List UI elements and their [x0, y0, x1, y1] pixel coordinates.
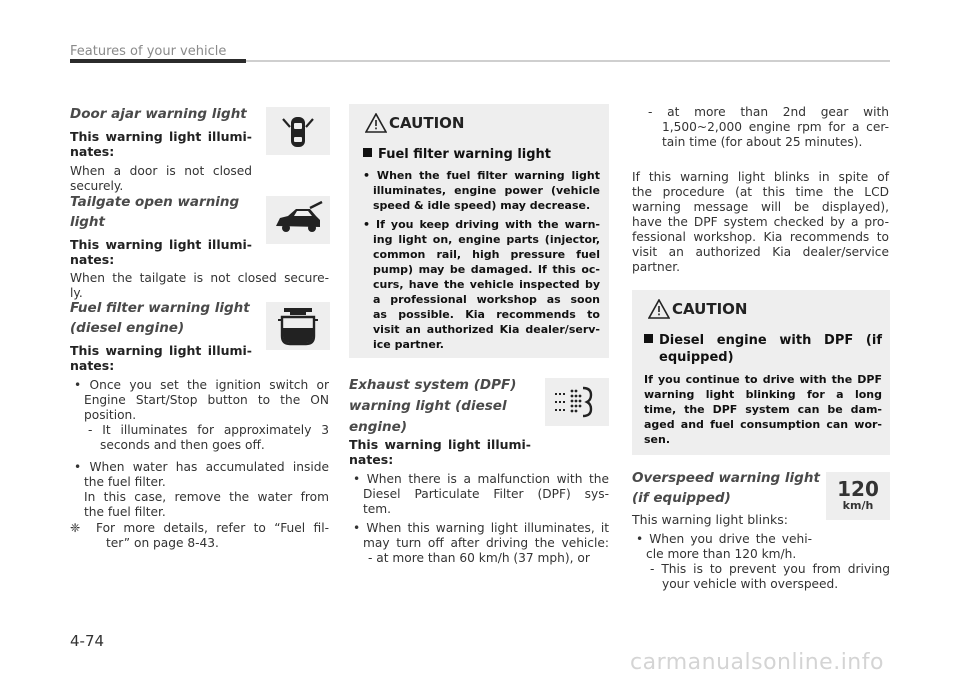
fuel-bullet-2: • When water has accumulated inside: [74, 460, 329, 474]
caution-line: If you continue to drive with the DPF: [644, 373, 882, 386]
exhaust-bullet-2: • When this warning light illuminates, it: [353, 521, 609, 535]
caution-title: CAUTION: [672, 300, 748, 318]
warning-triangle-icon: [365, 113, 387, 133]
exhaust-dash-1: - at more than 60 km/h (37 mph), or: [368, 551, 590, 565]
overspeed-title: Overspeed warning light: [632, 470, 820, 486]
reference-mark: ❈: [70, 521, 81, 535]
overspeed-unit: km/h: [842, 499, 874, 512]
overspeed-icon-box: [826, 472, 890, 520]
tailgate-open-icon: [266, 196, 330, 244]
caution-subtitle-text: Fuel filter warning light: [378, 147, 552, 162]
exhaust-title: Exhaust system (DPF): [349, 377, 517, 393]
header-bar: [70, 59, 246, 63]
dpf-paragraph-l4: have the DPF system checked by a pro-: [632, 215, 889, 229]
header-rule: [246, 60, 890, 62]
caution-line: sen.: [644, 433, 671, 446]
caution-line: ing light on, engine parts (injector,: [373, 233, 600, 246]
tailgate-lead-2: nates:: [70, 252, 115, 267]
overspeed-bullet-1: • When you drive the vehi-: [636, 532, 812, 546]
overspeed-lead: This warning light blinks:: [632, 512, 788, 527]
tailgate-body-2: ly.: [70, 286, 83, 300]
caution-line: a professional workshop as soon: [373, 293, 600, 306]
caution-subtitle: [644, 332, 882, 349]
section-header: Features of your vehicle: [70, 44, 227, 59]
tailgate-title-2: light: [70, 214, 105, 230]
caution-line: • If you keep driving with the warn-: [363, 218, 600, 231]
overspeed-dash-1-l2: your vehicle with overspeed.: [662, 577, 839, 591]
tailgate-title: Tailgate open warning: [70, 194, 240, 210]
tailgate-icon-box: [266, 196, 330, 244]
fuel-reference-l2: ter” on page 8-43.: [106, 536, 219, 550]
exhaust-bullet-2-l2: may turn off after driving the vehicle:: [363, 536, 609, 550]
fuel-filter-title-2: (diesel engine): [70, 320, 185, 336]
tailgate-body: When the tailgate is not closed secure-: [70, 271, 329, 285]
fuel-dash-1-l2: seconds and then goes off.: [100, 438, 265, 452]
dpf-paragraph: If this warning light blinks in spite of: [632, 170, 889, 184]
caution-line: curs, have the vehicle inspected by: [373, 278, 600, 291]
dpf-paragraph-l2: the procedure (at this time the LCD: [632, 185, 889, 199]
caution-line: warning light blinking for a long: [644, 388, 882, 401]
overspeed-bullet-1-l2: cle more than 120 km/h.: [646, 547, 797, 561]
warning-triangle-icon: [648, 299, 670, 319]
caution-line: common rail, high pressure fuel: [373, 248, 600, 261]
exhaust-icon-box: [545, 378, 609, 426]
fuel-dash-1: - It illuminates for approximately 3: [88, 423, 329, 437]
fuel-filter-lead: This warning light illumi-: [70, 343, 252, 358]
fuel-bullet-1-l2: Engine Start/Stop button to the ON: [84, 393, 329, 407]
door-ajar-lead-2: nates:: [70, 144, 115, 159]
exhaust-lead-2: nates:: [349, 452, 394, 467]
fuel-bullet-2-l2: the fuel filter.: [84, 475, 166, 489]
caution-line: aged and fuel consumption can wor-: [644, 418, 882, 431]
door-ajar-body-2: securely.: [70, 179, 124, 193]
caution-line: illuminates, engine power (vehicle: [373, 184, 600, 197]
exhaust-bullet-1-l2: Diesel Particulate Filter (DPF) sys-: [363, 487, 609, 501]
caution-subtitle: [363, 146, 551, 163]
caution-title: CAUTION: [389, 114, 465, 132]
caution-line: time, the DPF system can be dam-: [644, 403, 882, 416]
door-ajar-icon-box: [266, 107, 330, 155]
tailgate-lead: This warning light illumi-: [70, 237, 252, 252]
door-ajar-icon: [266, 107, 330, 155]
dpf-exhaust-icon: [545, 378, 609, 426]
exhaust-title-2: warning light (diesel: [349, 398, 507, 414]
dpf-continuation-l2: 1,500~2,000 engine rpm for a cer-: [662, 120, 889, 134]
caution-line: • When the fuel filter warning light: [363, 169, 600, 182]
fuel-filter-caution-box: [349, 104, 609, 358]
dpf-caution-box: [632, 290, 890, 455]
dpf-paragraph-l3: warning message will be displayed),: [632, 200, 889, 214]
door-ajar-lead: This warning light illumi-: [70, 129, 252, 144]
exhaust-lead: This warning light illumi-: [349, 437, 531, 452]
page-number: 4-74: [70, 632, 105, 650]
dpf-paragraph-l7: partner.: [632, 260, 680, 274]
fuel-filter-title: Fuel filter warning light: [70, 300, 250, 316]
fuel-bullet-1-l3: position.: [84, 408, 137, 422]
overspeed-value: 120: [837, 477, 879, 501]
door-ajar-body: When a door is not closed: [70, 164, 252, 178]
dpf-paragraph-l6: visit an authorized Kia dealer/service: [632, 245, 889, 259]
exhaust-title-3: engine): [349, 419, 407, 435]
fuel-filter-icon: [266, 302, 330, 350]
fuel-bullet-2-l4: the fuel filter.: [84, 505, 166, 519]
dpf-continuation: - at more than 2nd gear with: [648, 105, 889, 119]
watermark: carmanualsonline.info: [630, 650, 884, 675]
exhaust-bullet-1: • When there is a malfunction with the: [353, 472, 609, 486]
dpf-paragraph-l5: fessional workshop. Kia recommends to: [632, 230, 889, 244]
dpf-continuation-l3: tain time (for about 25 minutes).: [662, 135, 863, 149]
caution-line: visit an authorized Kia dealer/serv-: [373, 323, 600, 336]
caution-subtitle-text: Diesel engine with DPF (if: [659, 333, 882, 348]
exhaust-bullet-1-l3: tem.: [363, 502, 392, 516]
caution-line: pump) may be damaged. If this oc-: [373, 263, 600, 276]
caution-subtitle-l2: equipped): [659, 350, 734, 365]
door-ajar-title: Door ajar warning light: [70, 106, 247, 122]
overspeed-dash-1: - This is to prevent you from driving: [650, 562, 890, 576]
fuel-reference: For more details, refer to “Fuel fil-: [96, 521, 329, 535]
fuel-bullet-1: • Once you set the ignition switch or: [74, 378, 329, 392]
fuel-filter-lead-2: nates:: [70, 358, 115, 373]
caution-line: speed & idle speed) may decrease.: [373, 199, 591, 212]
caution-line: ice partner.: [373, 338, 444, 351]
overspeed-title-2: (if equipped): [632, 490, 731, 506]
caution-line: as possible. Kia recommends to: [373, 308, 600, 321]
fuel-bullet-2-l3: In this case, remove the water from: [84, 490, 329, 504]
fuel-filter-icon-box: [266, 302, 330, 350]
